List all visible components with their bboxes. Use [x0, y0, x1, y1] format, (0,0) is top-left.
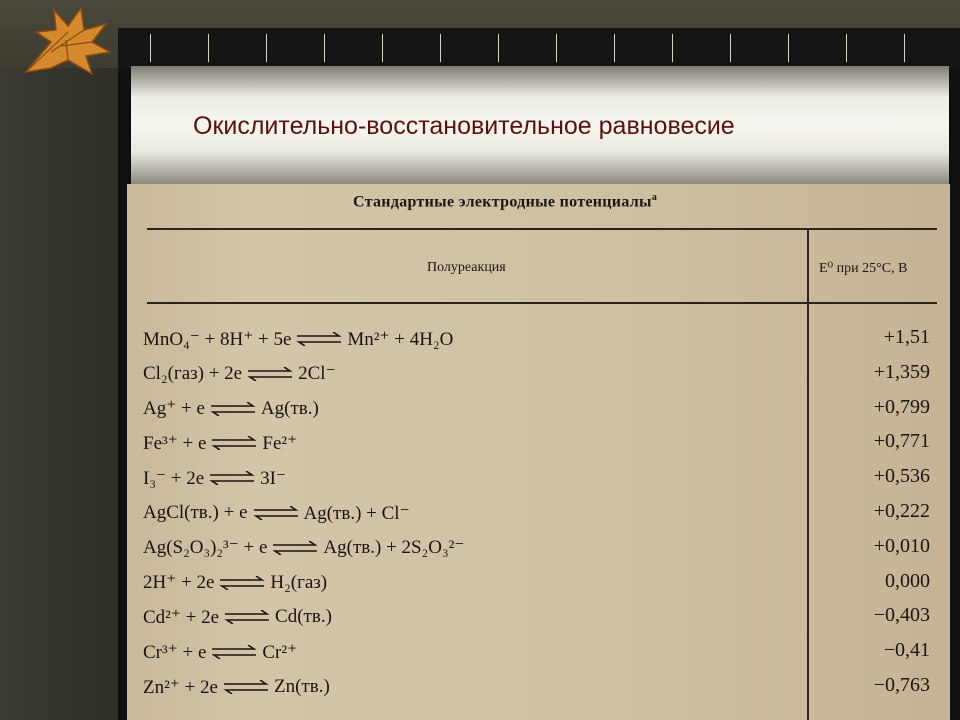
pattern-tick	[440, 34, 441, 62]
reaction-right: Cd(тв.)	[275, 606, 332, 628]
table-row	[127, 461, 950, 495]
reaction-left: I₃⁻ + 2e	[143, 467, 205, 489]
table-row	[127, 496, 950, 530]
reaction-right: Mn²⁺ + 4H₂O	[347, 328, 454, 350]
table-row	[127, 635, 950, 669]
reaction-left: Fe³⁺ + e	[143, 432, 207, 454]
half-reaction	[143, 498, 410, 528]
table-top-rule	[147, 228, 937, 230]
pattern-tick	[556, 34, 557, 62]
table-row	[127, 392, 950, 426]
reaction-left: Cd²⁺ + 2e	[143, 606, 220, 628]
scanned-table	[127, 184, 950, 720]
half-reaction	[143, 324, 453, 354]
potential-value: −0,41	[883, 639, 930, 662]
slide-title: Окислительно-восстановительное равновесие	[193, 112, 735, 140]
reaction-left: AgCl(тв.) + e	[143, 502, 248, 523]
pattern-tick	[614, 34, 615, 62]
half-reaction	[143, 463, 286, 493]
potential-value: +0,536	[873, 465, 930, 488]
pattern-tick	[382, 34, 383, 62]
reaction-right: Zn(тв.)	[273, 676, 330, 697]
half-reaction	[143, 602, 332, 632]
equilibrium-arrows-icon	[295, 332, 343, 346]
equilibrium-arrows-icon	[271, 541, 319, 555]
equilibrium-arrows-icon	[222, 680, 270, 694]
pattern-tick	[788, 34, 789, 62]
reaction-left: Zn²⁺ + 2e	[143, 676, 218, 698]
table-row	[127, 357, 950, 391]
half-reaction	[143, 359, 336, 389]
table-row	[127, 426, 950, 460]
pattern-tick	[730, 34, 731, 62]
half-reaction	[143, 428, 297, 458]
potential-value: −0,403	[873, 604, 930, 627]
reaction-right: Ag(тв.) + Cl⁻	[303, 502, 410, 524]
equilibrium-arrows-icon	[223, 610, 271, 624]
reaction-right: H₂(газ)	[270, 571, 328, 593]
pattern-tick	[324, 34, 325, 62]
equilibrium-arrows-icon	[209, 402, 257, 416]
table-row	[127, 531, 950, 565]
title-bar	[131, 66, 949, 184]
header-potential: E⁰ при 25°C, В	[819, 261, 908, 276]
table-row	[127, 322, 950, 356]
table-row	[127, 566, 950, 600]
half-reaction	[143, 533, 464, 563]
potential-value: +1,359	[873, 360, 930, 383]
reaction-right: Ag(тв.)	[260, 397, 319, 419]
pattern-tick	[208, 34, 209, 62]
table-title-note: а	[651, 192, 658, 203]
potential-value: −0,763	[873, 674, 930, 696]
reaction-left: Ag(S₂O₃)₂³⁻ + e	[143, 537, 268, 559]
table-title: Стандартные электродные потенциалы$^а$	[353, 192, 658, 211]
reaction-right: 2Cl⁻	[298, 363, 336, 385]
table-header-rule	[147, 302, 937, 304]
equilibrium-arrows-icon	[218, 576, 266, 590]
half-reaction	[143, 568, 327, 598]
equilibrium-arrows-icon	[208, 471, 256, 485]
reaction-right: Ag(тв.) + 2S₂O₃²⁻	[323, 537, 465, 559]
table-row	[127, 670, 950, 704]
table-row	[127, 600, 950, 634]
reaction-left: Cr³⁺ + e	[143, 641, 207, 663]
potential-value: +0,010	[873, 534, 930, 557]
reaction-left: MnO₄⁻ + 8H⁺ + 5e	[143, 328, 292, 350]
equilibrium-arrows-icon	[252, 506, 300, 520]
autumn-leaf-icon	[6, 2, 116, 82]
potential-value: 0,000	[885, 569, 930, 592]
half-reaction	[143, 394, 319, 424]
potential-value: +1,51	[883, 326, 930, 348]
equilibrium-arrows-icon	[210, 436, 258, 450]
pattern-tick	[672, 34, 673, 62]
half-reaction	[143, 672, 330, 702]
header-reaction: Полуреакция	[427, 260, 506, 275]
reaction-left: 2H⁺ + 2e	[143, 572, 215, 594]
potential-value: +0,222	[873, 500, 930, 522]
decorative-pattern-band	[118, 28, 960, 68]
reaction-left: Ag⁺ + e	[143, 398, 205, 420]
pattern-tick	[266, 34, 267, 62]
potential-value: +0,799	[873, 395, 930, 418]
reaction-right: Cr²⁺	[262, 641, 298, 663]
half-reaction	[143, 637, 297, 667]
left-strip	[0, 68, 118, 720]
reaction-right: Fe²⁺	[262, 432, 298, 454]
pattern-tick	[150, 34, 151, 62]
reaction-left: Cl₂(газ) + 2e	[143, 362, 243, 384]
potential-value: +0,771	[873, 430, 930, 453]
equilibrium-arrows-icon	[210, 645, 258, 659]
pattern-tick	[904, 34, 905, 62]
pattern-tick	[846, 34, 847, 62]
reaction-right: 3I⁻	[260, 467, 286, 489]
pattern-tick	[498, 34, 499, 62]
equilibrium-arrows-icon	[246, 367, 294, 381]
